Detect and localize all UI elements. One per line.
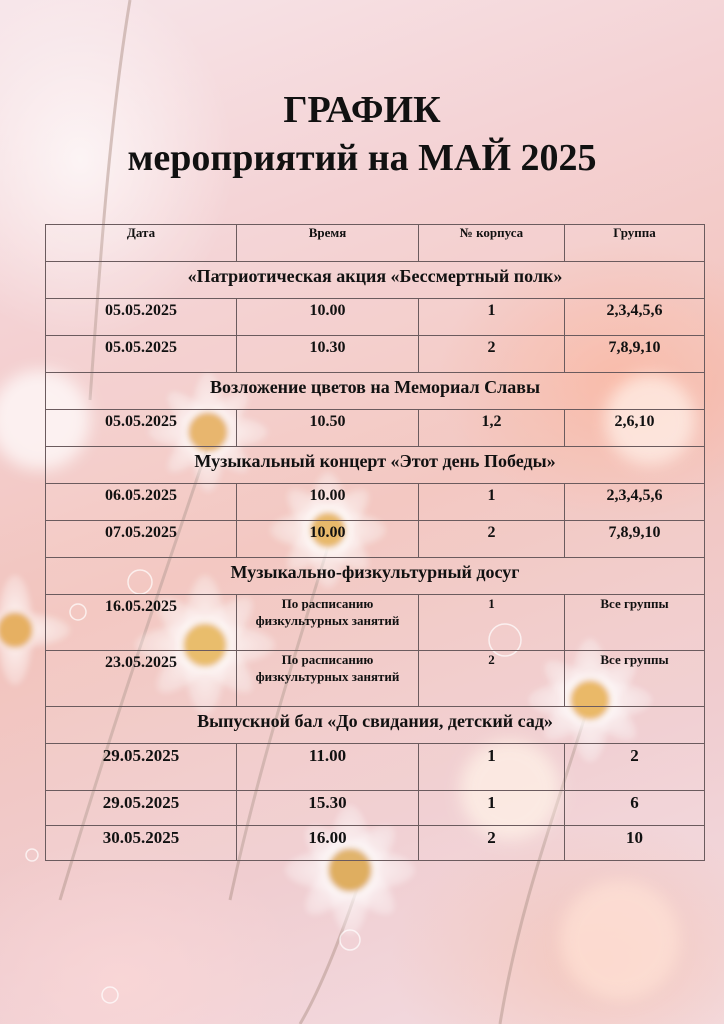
cell-building: 1 <box>419 299 565 336</box>
cell-group: 2 <box>565 744 705 791</box>
cell-group: 7,8,9,10 <box>565 521 705 558</box>
cell-time: 11.00 <box>237 744 419 791</box>
cell-building: 1,2 <box>419 410 565 447</box>
section-title-row <box>46 373 705 410</box>
table-row <box>46 521 705 558</box>
cell-date: 30.05.2025 <box>46 826 237 861</box>
cell-date: 05.05.2025 <box>46 410 237 447</box>
table-row <box>46 299 705 336</box>
table-row <box>46 744 705 791</box>
section-title: «Патриотическая акция «Бессмертный полк» <box>46 262 705 299</box>
table-header-row <box>46 225 705 262</box>
cell-date: 05.05.2025 <box>46 299 237 336</box>
cell-building: 1 <box>419 791 565 826</box>
cell-group: 7,8,9,10 <box>565 336 705 373</box>
section-title: Музыкально-физкультурный досуг <box>46 558 705 595</box>
section-title: Выпускной бал «До свидания, детский сад» <box>46 707 705 744</box>
cell-group: 2,3,4,5,6 <box>565 299 705 336</box>
section-title: Возложение цветов на Мемориал Славы <box>46 373 705 410</box>
page-title <box>0 86 724 182</box>
table-row <box>46 336 705 373</box>
cell-group: 10 <box>565 826 705 861</box>
title-line-1: ГРАФИК <box>283 89 441 131</box>
section-title-row <box>46 447 705 484</box>
cell-time: 15.30 <box>237 791 419 826</box>
cell-date: 07.05.2025 <box>46 521 237 558</box>
cell-building: 2 <box>419 651 565 707</box>
cell-date: 29.05.2025 <box>46 791 237 826</box>
cell-date: 05.05.2025 <box>46 336 237 373</box>
cell-group: 2,6,10 <box>565 410 705 447</box>
cell-time: 10.30 <box>237 336 419 373</box>
table-row <box>46 595 705 651</box>
table-row <box>46 791 705 826</box>
schedule-table <box>45 224 705 861</box>
cell-building: 2 <box>419 521 565 558</box>
cell-time: 10.50 <box>237 410 419 447</box>
cell-group: Все группы <box>565 595 705 651</box>
cell-building: 2 <box>419 826 565 861</box>
table-row <box>46 651 705 707</box>
table-row <box>46 484 705 521</box>
section-title-row <box>46 707 705 744</box>
cell-building: 1 <box>419 595 565 651</box>
table-row <box>46 410 705 447</box>
section-title: Музыкальный концерт «Этот день Победы» <box>46 447 705 484</box>
cell-time: 10.00 <box>237 521 419 558</box>
cell-date: 23.05.2025 <box>46 651 237 707</box>
cell-date: 16.05.2025 <box>46 595 237 651</box>
cell-date: 29.05.2025 <box>46 744 237 791</box>
section-title-row <box>46 262 705 299</box>
cell-group: 6 <box>565 791 705 826</box>
table-row <box>46 826 705 861</box>
header-group: Группа <box>565 225 705 262</box>
cell-date: 06.05.2025 <box>46 484 237 521</box>
header-date: Дата <box>46 225 237 262</box>
cell-time: 10.00 <box>237 299 419 336</box>
header-building: № корпуса <box>419 225 565 262</box>
cell-time: По расписанию физкультурных занятий <box>237 651 419 707</box>
cell-group: Все группы <box>565 651 705 707</box>
header-time: Время <box>237 225 419 262</box>
cell-building: 1 <box>419 484 565 521</box>
cell-time: 16.00 <box>237 826 419 861</box>
section-title-row <box>46 558 705 595</box>
cell-building: 1 <box>419 744 565 791</box>
title-line-2: мероприятий на МАЙ 2025 <box>127 137 597 179</box>
cell-group: 2,3,4,5,6 <box>565 484 705 521</box>
cell-time: 10.00 <box>237 484 419 521</box>
cell-time: По расписанию физкультурных занятий <box>237 595 419 651</box>
cell-building: 2 <box>419 336 565 373</box>
